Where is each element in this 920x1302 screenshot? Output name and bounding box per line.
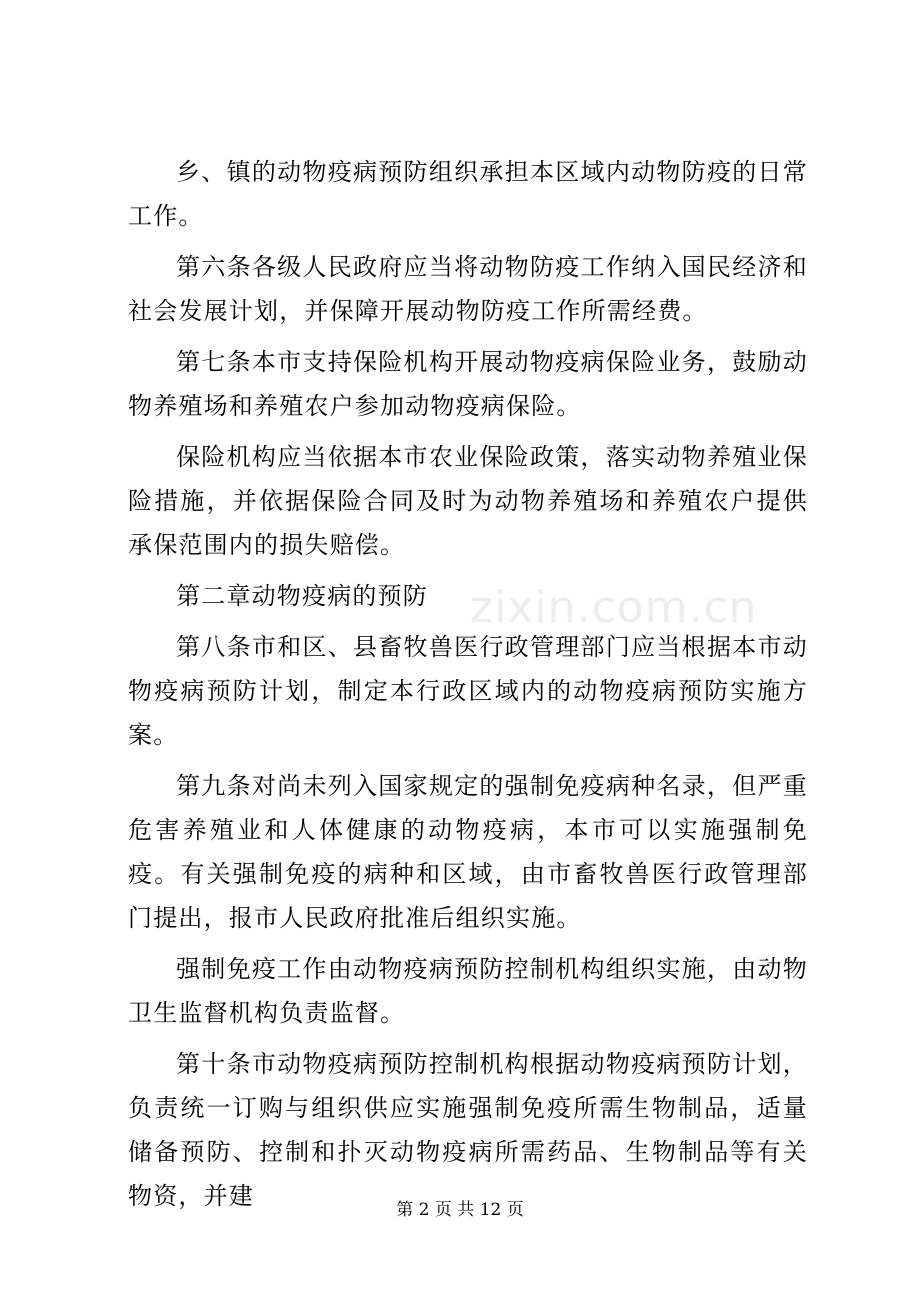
document-body — [128, 150, 808, 1225]
paragraph-article-10: 第十条市动物疫病预防控制机构根据动物疫病预防计划，负责统一订购与组织供应实施强制免疫所需生物制品，适量储备预防、控制和扑灭动物疫病所需药品、生物制品等有关物资，并建 — [128, 1050, 808, 1210]
paragraph-article-9: 第九条对尚未列入国家规定的强制免疫病种名录，但严重危害养殖业和人体健康的动物疫病，本市可以实施强制免疫。有关强制免疫的病种和区域，由市畜牧兽医行政管理部门提出，报市人民政府批准后组织实施。 — [128, 772, 808, 932]
watermark-text: zixin.com.cn — [470, 582, 758, 633]
paragraph-insurance-institutions: 保险机构应当依据本市农业保险政策，落实动物养殖业保险措施，并依据保险合同及时为动物养殖场和养殖农户提供承保范围内的损失赔偿。 — [128, 443, 808, 559]
paragraph-article-8: 第八条市和区、县畜牧兽医行政管理部门应当根据本市动物疫病预防计划，制定本行政区域内的动物疫病预防实施方案。 — [128, 633, 808, 749]
paragraph-article-7: 第七条本市支持保险机构开展动物疫病保险业务，鼓励动物养殖场和养殖农户参加动物疫病保险。 — [128, 348, 808, 420]
chapter-heading: 第二章动物疫病的预防 — [176, 582, 428, 610]
page-number-footer: 第 2 页 共 12 页 — [396, 1200, 524, 1220]
paragraph-compulsory-immunization: 强制免疫工作由动物疫病预防控制机构组织实施，由动物卫生监督机构负责监督。 — [128, 955, 808, 1027]
paragraph-town-epidemic-org: 乡、镇的动物疫病预防组织承担本区域内动物防疫的日常工作。 — [128, 158, 808, 230]
paragraph-article-6: 第六条各级人民政府应当将动物防疫工作纳入国民经济和社会发展计划，并保障开展动物防疫工作所需经费。 — [128, 253, 808, 325]
